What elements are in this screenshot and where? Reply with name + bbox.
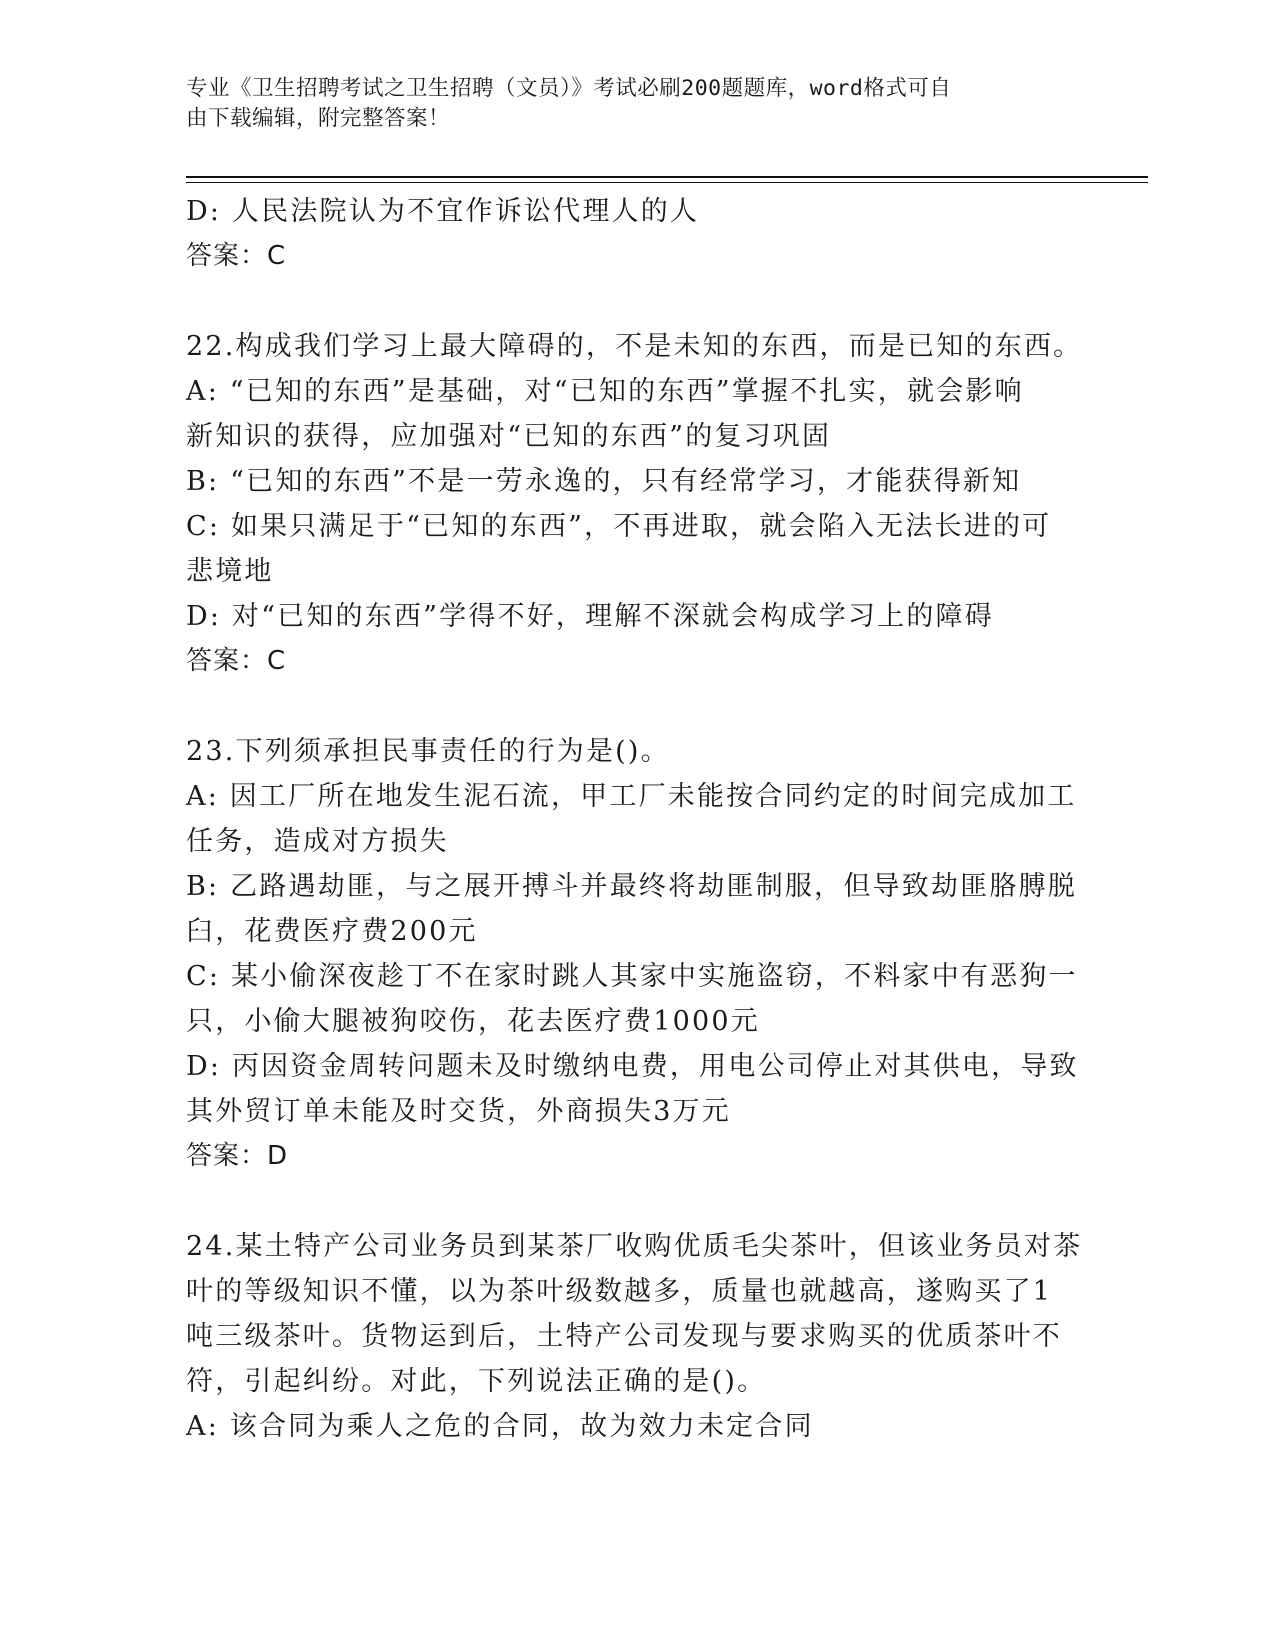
- question-content: [186, 189, 1083, 1449]
- q22-option-c-line-1: C: 如果只满足于“已知的东西”，不再进取，就会陷入无法长进的可: [186, 511, 1052, 542]
- spacer: [186, 1179, 1066, 1224]
- q23-option-b-line-1: B: 乙路遇劫匪，与之展开搏斗并最终将劫匪制服，但导致劫匪胳膊脱: [186, 871, 1077, 902]
- q22-option-a-line-2: 新知识的获得，应加强对“已知的东西”的复习巩固: [186, 421, 832, 452]
- q21-answer: 答案：C: [186, 241, 287, 271]
- q22-stem: 22.构成我们学习上最大障碍的，不是未知的东西，而是已知的东西。: [186, 331, 1083, 362]
- q23-option-d-line-1: D: 丙因资金周转问题未及时缴纳电费，用电公司停止对其供电，导致: [186, 1051, 1079, 1082]
- q23-stem: 23.下列须承担民事责任的行为是()。: [186, 736, 670, 767]
- q22-option-d: D: 对“已知的东西”学得不好，理解不深就会构成学习上的障碍: [186, 601, 994, 632]
- spacer: [186, 279, 1066, 324]
- spacer: [186, 684, 1066, 729]
- header-rule-thin: [186, 182, 1148, 183]
- q22-option-a-line-1: A: “已知的东西”是基础，对“已知的东西”掌握不扎实，就会影响: [186, 376, 1024, 407]
- q24-stem-line-3: 吨三级茶叶。货物运到后，土特产公司发现与要求购买的优质茶叶不: [186, 1321, 1062, 1352]
- q23-option-b-line-2: 臼，花费医疗费200元: [186, 916, 478, 947]
- q23-option-c-line-2: 只，小偷大腿被狗咬伤，花去医疗费1000元: [186, 1006, 760, 1037]
- q24-stem-line-4: 符，引起纠纷。对此，下列说法正确的是()。: [186, 1366, 767, 1397]
- q23-option-a-line-2: 任务，造成对方损失: [186, 826, 449, 857]
- q22-option-c-line-2: 悲境地: [186, 556, 274, 587]
- q21-option-d: D: 人民法院认为不宜作诉讼代理人的人: [186, 196, 700, 227]
- q24-option-a: A: 该合同为乘人之危的合同，故为效力未定合同: [186, 1411, 814, 1442]
- q24-stem-line-1: 24.某土特产公司业务员到某茶厂收购优质毛尖茶叶，但该业务员对茶: [186, 1231, 1083, 1262]
- question-23: [186, 729, 1079, 1179]
- q23-option-c-line-1: C: 某小偷深夜趁丁不在家时跳人其家中实施盗窃，不料家中有恶狗一: [186, 961, 1078, 992]
- q24-stem-line-2: 叶的等级知识不懂，以为茶叶级数越多，质量也就越高，遂购买了1: [186, 1276, 1053, 1307]
- question-21-tail: [186, 189, 1066, 279]
- question-22: [186, 324, 1083, 684]
- question-24: [186, 1224, 1083, 1449]
- page-header: [186, 74, 1066, 134]
- q23-option-a-line-1: A: 因工厂所在地发生泥石流，甲工厂未能按合同约定的时间完成加工: [186, 781, 1077, 812]
- q23-option-d-line-2: 其外贸订单未能及时交货，外商损失3万元: [186, 1096, 731, 1127]
- header-rule-thick: [186, 176, 1148, 178]
- header-line-2: 由下载编辑，附完整答案！: [186, 106, 451, 131]
- header-line-1: 专业《卫生招聘考试之卫生招聘（文员）》考试必刷200题题库，word格式可自: [186, 76, 952, 101]
- q23-answer: 答案：D: [186, 1141, 289, 1171]
- q22-option-b: B: “已知的东西”不是一劳永逸的，只有经常学习，才能获得新知: [186, 466, 1022, 497]
- q22-answer: 答案：C: [186, 646, 287, 676]
